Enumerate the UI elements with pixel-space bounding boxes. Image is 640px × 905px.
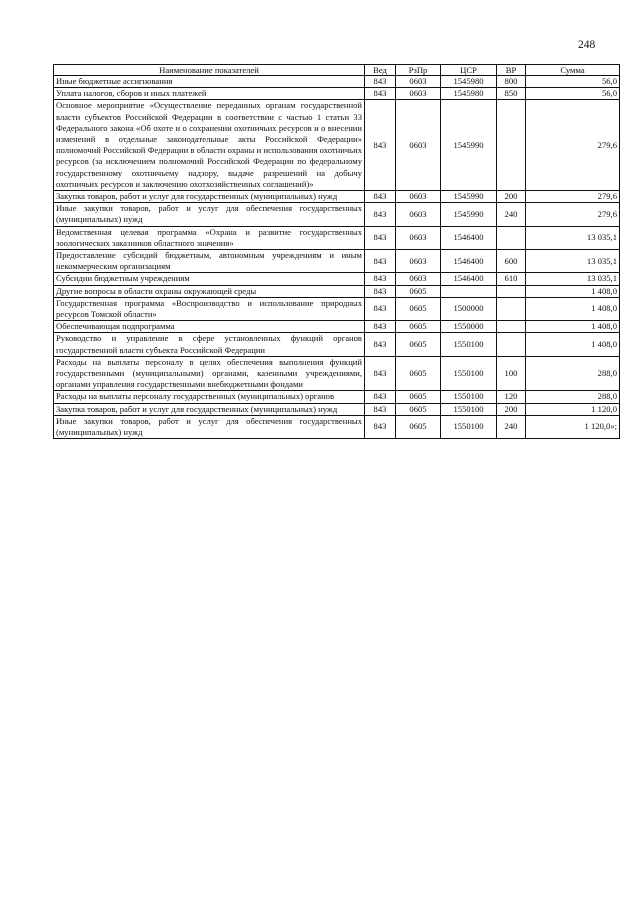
row-ved: 843	[365, 321, 396, 333]
table-row	[54, 285, 620, 297]
row-ved: 843	[365, 250, 396, 273]
row-csr: 1550100	[441, 391, 497, 403]
row-rzpr: 0605	[396, 391, 441, 403]
row-sum: 1 120,0	[526, 403, 620, 415]
row-name: Расходы на выплаты персоналу государственных (муниципальных) органов	[54, 391, 365, 403]
row-csr: 1550100	[441, 333, 497, 356]
table-row	[54, 100, 620, 191]
row-vr: 850	[497, 88, 526, 100]
row-name: Расходы на выплаты персоналу в целях обеспечения выполнения функций государственными (муниципальными) органами, казенными учреждениями, органами управления государственными внебюджетными фондами	[54, 356, 365, 391]
row-sum: 56,0	[526, 76, 620, 88]
table-row	[54, 333, 620, 356]
row-ved: 843	[365, 226, 396, 249]
header-ved: Вед	[365, 65, 396, 76]
table-row	[54, 273, 620, 285]
row-name: Иные закупки товаров, работ и услуг для обеспечения государственных (муниципальных) нужд	[54, 415, 365, 438]
row-sum: 13 035,1	[526, 226, 620, 249]
table-row	[54, 76, 620, 88]
row-vr: 800	[497, 76, 526, 88]
row-vr	[497, 297, 526, 320]
row-csr: 1500000	[441, 297, 497, 320]
row-vr	[497, 226, 526, 249]
row-ved: 843	[365, 76, 396, 88]
row-name: Уплата налогов, сборов и иных платежей	[54, 88, 365, 100]
row-sum: 13 035,1	[526, 250, 620, 273]
row-rzpr: 0603	[396, 273, 441, 285]
row-csr: 1545990	[441, 203, 497, 226]
row-csr: 1545990	[441, 191, 497, 203]
table-row	[54, 415, 620, 438]
row-rzpr: 0605	[396, 321, 441, 333]
table-row	[54, 297, 620, 320]
table-row	[54, 250, 620, 273]
row-ved: 843	[365, 88, 396, 100]
table-row	[54, 191, 620, 203]
row-name: Иные закупки товаров, работ и услуг для обеспечения государственных (муниципальных) нужд	[54, 203, 365, 226]
row-sum: 1 120,0»;	[526, 415, 620, 438]
row-name: Закупка товаров, работ и услуг для государственных (муниципальных) нужд	[54, 403, 365, 415]
row-sum: 279,6	[526, 203, 620, 226]
row-csr: 1545990	[441, 100, 497, 191]
table-row	[54, 88, 620, 100]
page-number: 248	[578, 39, 596, 51]
row-name: Ведомственная целевая программа «Охрана и развитие государственных зоологических заказников областного значения»	[54, 226, 365, 249]
row-sum: 1 408,0	[526, 321, 620, 333]
row-rzpr: 0605	[396, 415, 441, 438]
row-csr: 1545980	[441, 88, 497, 100]
row-ved: 843	[365, 297, 396, 320]
row-sum: 13 035,1	[526, 273, 620, 285]
row-rzpr: 0605	[396, 297, 441, 320]
row-ved: 843	[365, 403, 396, 415]
header-vr: ВР	[497, 65, 526, 76]
table-header-row	[54, 65, 620, 76]
row-rzpr: 0603	[396, 88, 441, 100]
row-sum: 1 408,0	[526, 333, 620, 356]
table-row	[54, 403, 620, 415]
row-ved: 843	[365, 100, 396, 191]
row-rzpr: 0605	[396, 285, 441, 297]
header-sum: Сумма	[526, 65, 620, 76]
row-csr: 1546400	[441, 273, 497, 285]
row-csr	[441, 285, 497, 297]
row-name: Субсидии бюджетным учреждениям	[54, 273, 365, 285]
row-vr: 600	[497, 250, 526, 273]
row-name: Другие вопросы в области охраны окружающей среды	[54, 285, 365, 297]
row-sum: 1 408,0	[526, 285, 620, 297]
row-vr: 610	[497, 273, 526, 285]
row-ved: 843	[365, 273, 396, 285]
row-vr	[497, 333, 526, 356]
row-vr: 100	[497, 356, 526, 391]
row-sum: 288,0	[526, 391, 620, 403]
row-rzpr: 0603	[396, 191, 441, 203]
header-csr: ЦСР	[441, 65, 497, 76]
row-csr: 1546400	[441, 226, 497, 249]
row-vr	[497, 285, 526, 297]
row-rzpr: 0603	[396, 203, 441, 226]
row-sum: 288,0	[526, 356, 620, 391]
table-body	[54, 76, 620, 439]
row-name: Предоставление субсидий бюджетным, автономным учреждениям и иным некоммерческим организациям	[54, 250, 365, 273]
row-rzpr: 0603	[396, 76, 441, 88]
row-csr: 1550000	[441, 321, 497, 333]
row-ved: 843	[365, 203, 396, 226]
row-name: Обеспечивающая подпрограмма	[54, 321, 365, 333]
row-csr: 1550100	[441, 415, 497, 438]
row-sum: 56,0	[526, 88, 620, 100]
row-vr	[497, 100, 526, 191]
row-sum: 279,6	[526, 100, 620, 191]
row-ved: 843	[365, 415, 396, 438]
row-csr: 1546400	[441, 250, 497, 273]
table-row	[54, 356, 620, 391]
row-name: Закупка товаров, работ и услуг для государственных (муниципальных) нужд	[54, 191, 365, 203]
budget-table	[53, 64, 620, 439]
row-ved: 843	[365, 191, 396, 203]
row-rzpr: 0605	[396, 403, 441, 415]
row-name: Основное мероприятие «Осуществление переданных органам государственной власти субъектов Российской Федерации в соответствии с частью 1 статьи 33 Федерального закона «Об охоте и о сохранении охотничьих ресурсов и о внесении изменений в отдельные законодательные акты Российской Федерации» полномочий Российской Федерации в области охраны и использования охотничьих ресурсов (за исключением полномочий Российской Федерации по федеральному государственному охотничьему надзору, выдаче разрешений на добычу охотничьих ресурсов и заключению охотхозяйственных соглашений)»	[54, 100, 365, 191]
row-vr: 240	[497, 203, 526, 226]
row-name: Руководство и управление в сфере установленных функций органов государственной власти субъекта Российской Федерации	[54, 333, 365, 356]
header-rzpr: РзПр	[396, 65, 441, 76]
header-name: Наименование показателей	[54, 65, 365, 76]
row-rzpr: 0605	[396, 333, 441, 356]
row-vr: 120	[497, 391, 526, 403]
row-vr: 200	[497, 403, 526, 415]
row-name: Иные бюджетные ассигнования	[54, 76, 365, 88]
row-vr	[497, 321, 526, 333]
row-csr: 1550100	[441, 403, 497, 415]
row-ved: 843	[365, 333, 396, 356]
table-row	[54, 226, 620, 249]
row-vr: 240	[497, 415, 526, 438]
row-ved: 843	[365, 391, 396, 403]
table-row	[54, 391, 620, 403]
row-ved: 843	[365, 285, 396, 297]
row-name: Государственная программа «Воспроизводство и использование природных ресурсов Томской области»	[54, 297, 365, 320]
row-rzpr: 0603	[396, 250, 441, 273]
row-sum: 1 408,0	[526, 297, 620, 320]
row-sum: 279,6	[526, 191, 620, 203]
row-csr: 1545980	[441, 76, 497, 88]
row-vr: 200	[497, 191, 526, 203]
table-row	[54, 203, 620, 226]
row-csr: 1550100	[441, 356, 497, 391]
table-row	[54, 321, 620, 333]
row-rzpr: 0603	[396, 226, 441, 249]
row-rzpr: 0605	[396, 356, 441, 391]
row-ved: 843	[365, 356, 396, 391]
row-rzpr: 0603	[396, 100, 441, 191]
